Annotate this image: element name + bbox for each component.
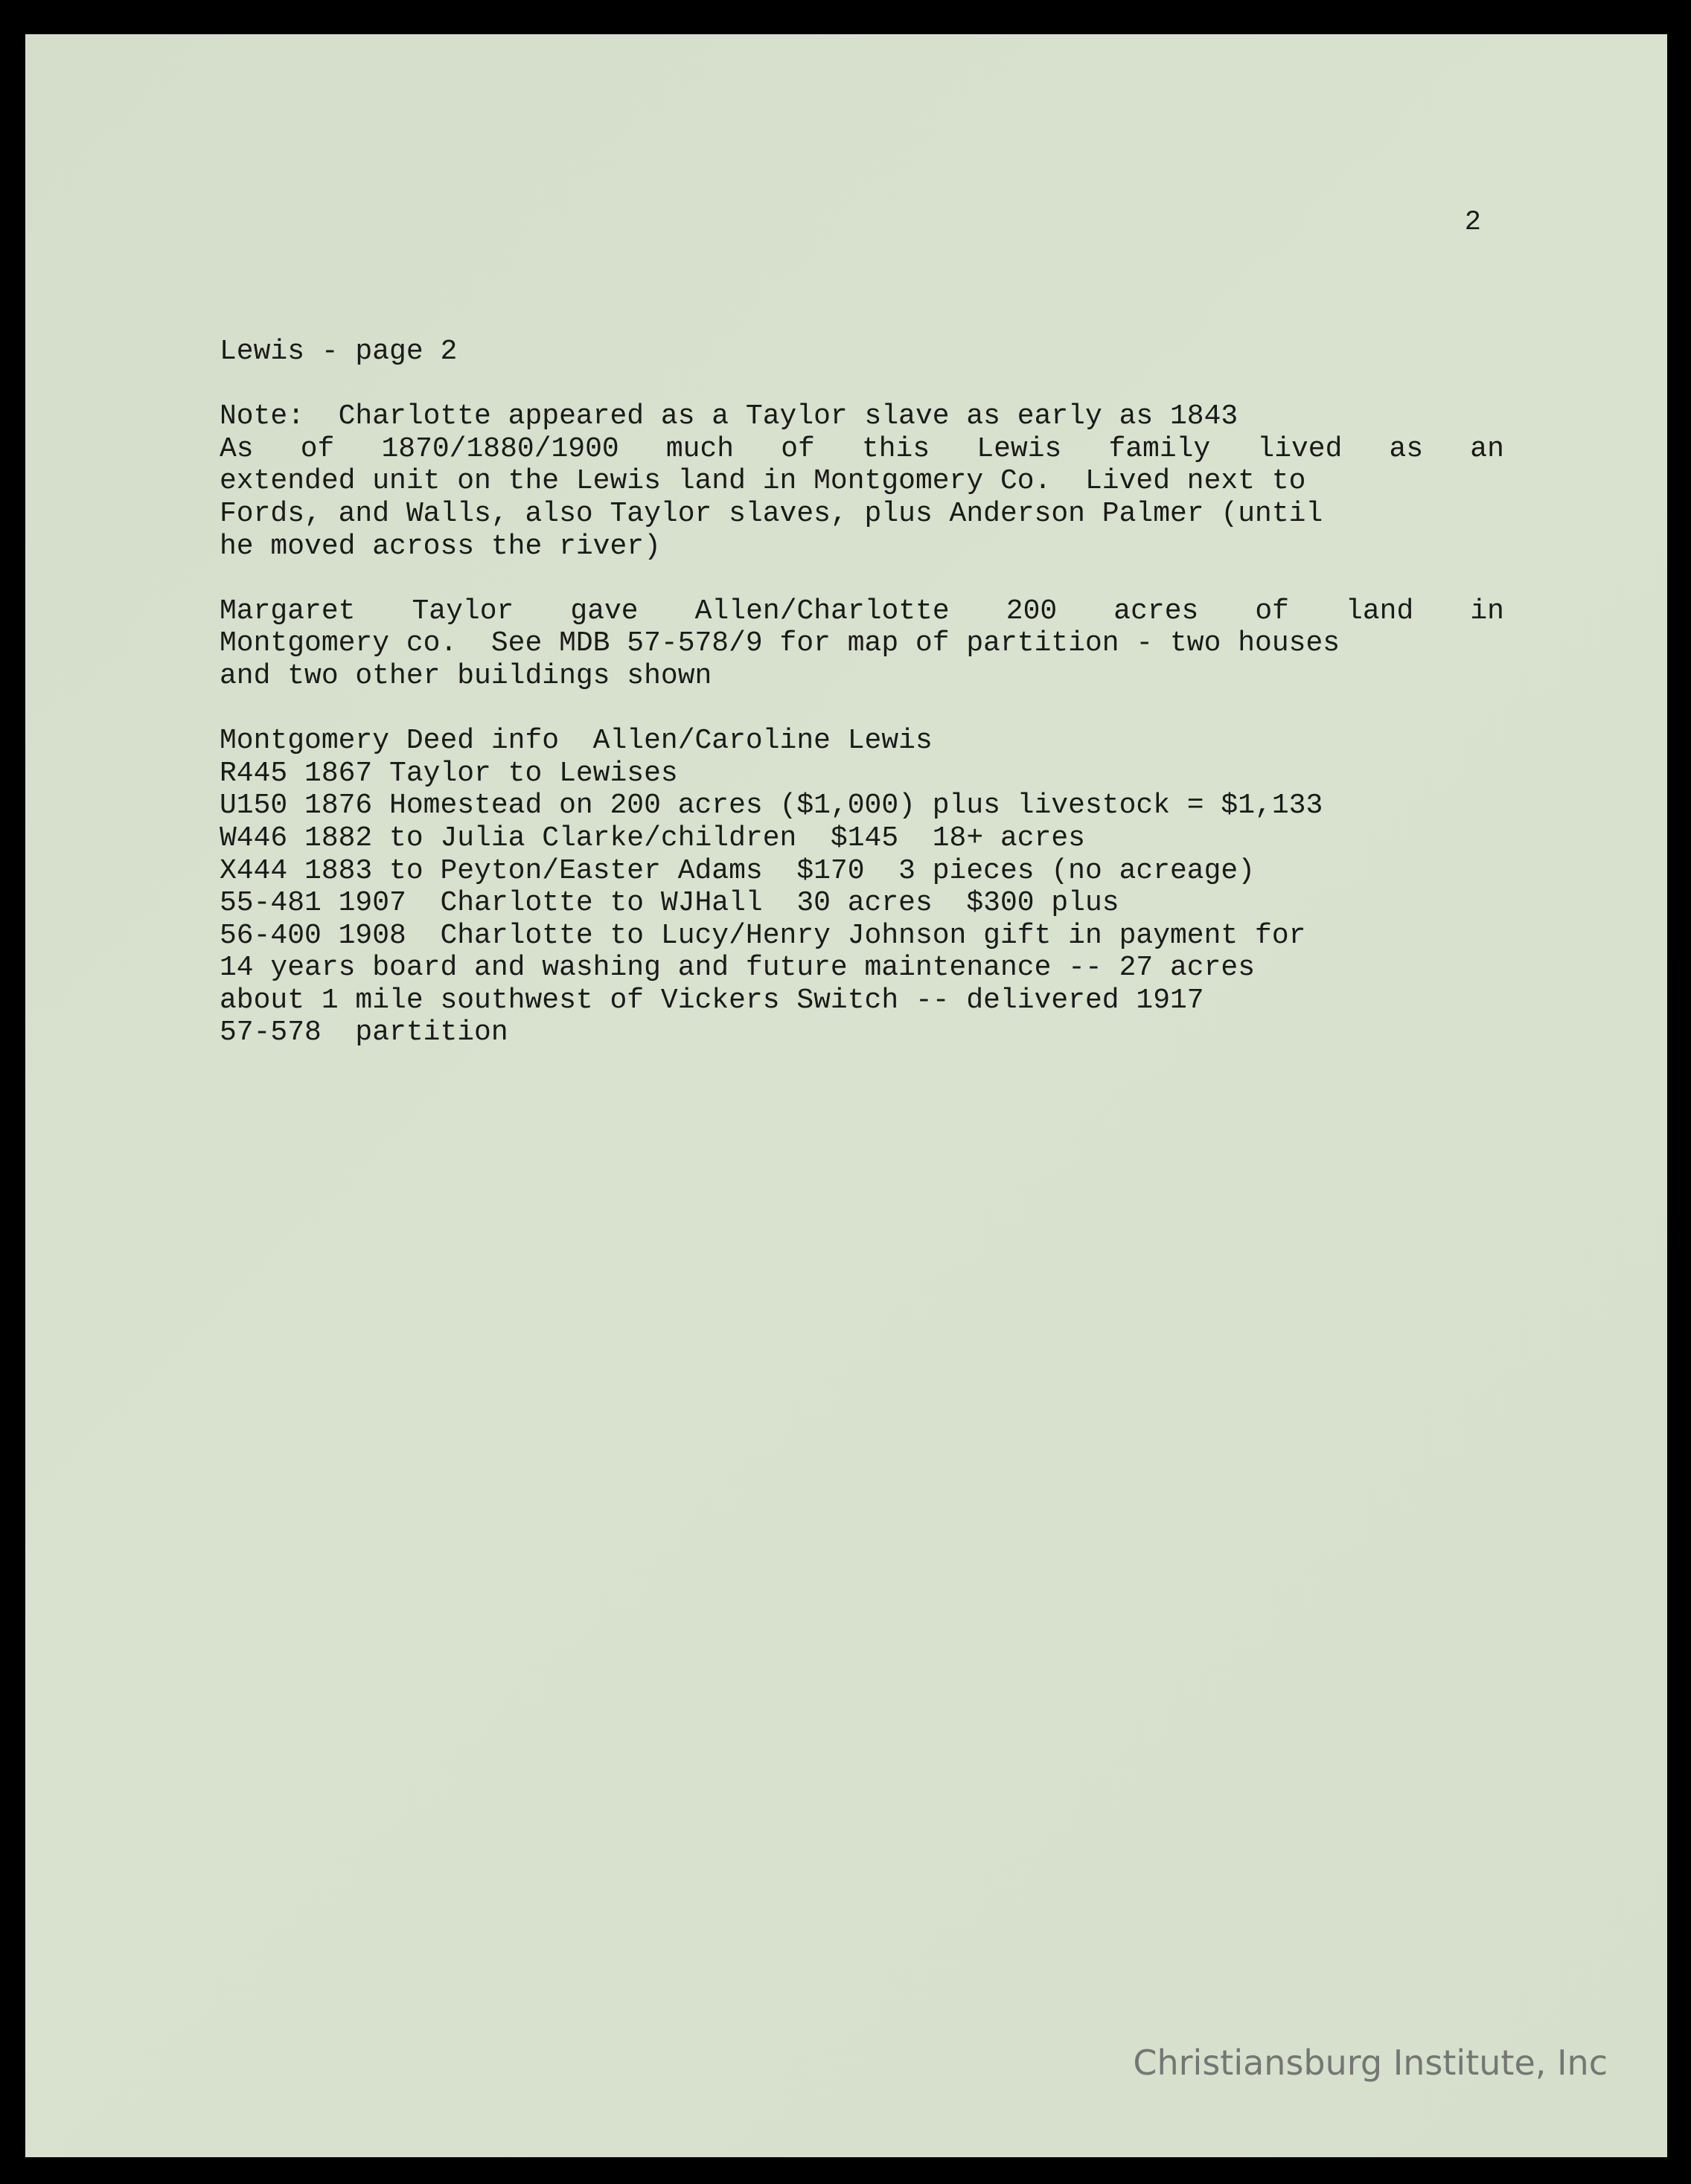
- deed-entry: R445 1867 Taylor to Lewises: [220, 757, 678, 790]
- document-heading: Lewis - page 2: [220, 336, 458, 368]
- word: in: [1470, 595, 1504, 627]
- document-page: [25, 34, 1667, 2157]
- page-number: 2: [1464, 207, 1481, 238]
- word: of: [781, 432, 815, 465]
- spacer: [220, 693, 1504, 726]
- word: this: [861, 432, 930, 465]
- word: land: [1346, 595, 1414, 627]
- word: Allen/Charlotte: [694, 595, 950, 627]
- deed-entry: 14 years board and washing and future maintenance -- 27 acres: [220, 952, 1256, 984]
- word: an: [1470, 432, 1504, 465]
- spacer: [220, 563, 1504, 595]
- spacer: [220, 368, 1504, 401]
- deed-entry: W446 1882 to Julia Clarke/children $145 18+ acres: [220, 822, 1085, 854]
- paragraph-line: he moved across the river): [220, 530, 661, 563]
- word: of: [300, 432, 335, 465]
- word: as: [1389, 432, 1424, 465]
- document-body: [220, 336, 1504, 1049]
- word: 200: [1006, 595, 1058, 627]
- watermark: Christiansburg Institute, Inc: [1133, 2043, 1608, 2083]
- word: Margaret: [220, 595, 356, 627]
- deed-entry: 55-481 1907 Charlotte to WJHall 30 acres $300 plus: [220, 887, 1119, 920]
- word: 1870/1880/1900: [381, 432, 619, 465]
- paragraph-line: Montgomery co. See MDB 57-578/9 for map of partition - two houses: [220, 627, 1340, 660]
- word: much: [665, 432, 735, 465]
- paragraph-line: and two other buildings shown: [220, 659, 712, 692]
- deed-info-title: Montgomery Deed info Allen/Caroline Lewis: [220, 725, 933, 758]
- word: lived: [1257, 432, 1343, 465]
- paragraph-line: extended unit on the Lewis land in Montgomery Co. Lived next to: [220, 465, 1306, 498]
- word: Lewis: [976, 432, 1062, 465]
- deed-entry: about 1 mile southwest of Vickers Switch -- delivered 1917: [220, 984, 1204, 1016]
- paragraph-line: Fords, and Walls, also Taylor slaves, plus Anderson Palmer (until: [220, 497, 1323, 530]
- word: family: [1108, 432, 1211, 465]
- deed-entry: 57-578 partition: [220, 1016, 508, 1049]
- note-line: Note: Charlotte appeared as a Taylor slave as early as 1843: [220, 400, 1238, 433]
- deed-entry: 56-400 1908 Charlotte to Lucy/Henry Johnson gift in payment for: [220, 919, 1306, 952]
- word: acres: [1113, 595, 1199, 627]
- word: As: [220, 432, 254, 465]
- word: Taylor: [412, 595, 514, 627]
- word: gave: [570, 595, 639, 627]
- deed-entry: U150 1876 Homestead on 200 acres ($1,000) plus livestock = $1,133: [220, 790, 1323, 822]
- word: of: [1255, 595, 1289, 627]
- note-justified-line: [220, 433, 1504, 466]
- gift-justified-line: [220, 595, 1504, 628]
- deed-entry: X444 1883 to Peyton/Easter Adams $170 3 pieces (no acreage): [220, 854, 1256, 887]
